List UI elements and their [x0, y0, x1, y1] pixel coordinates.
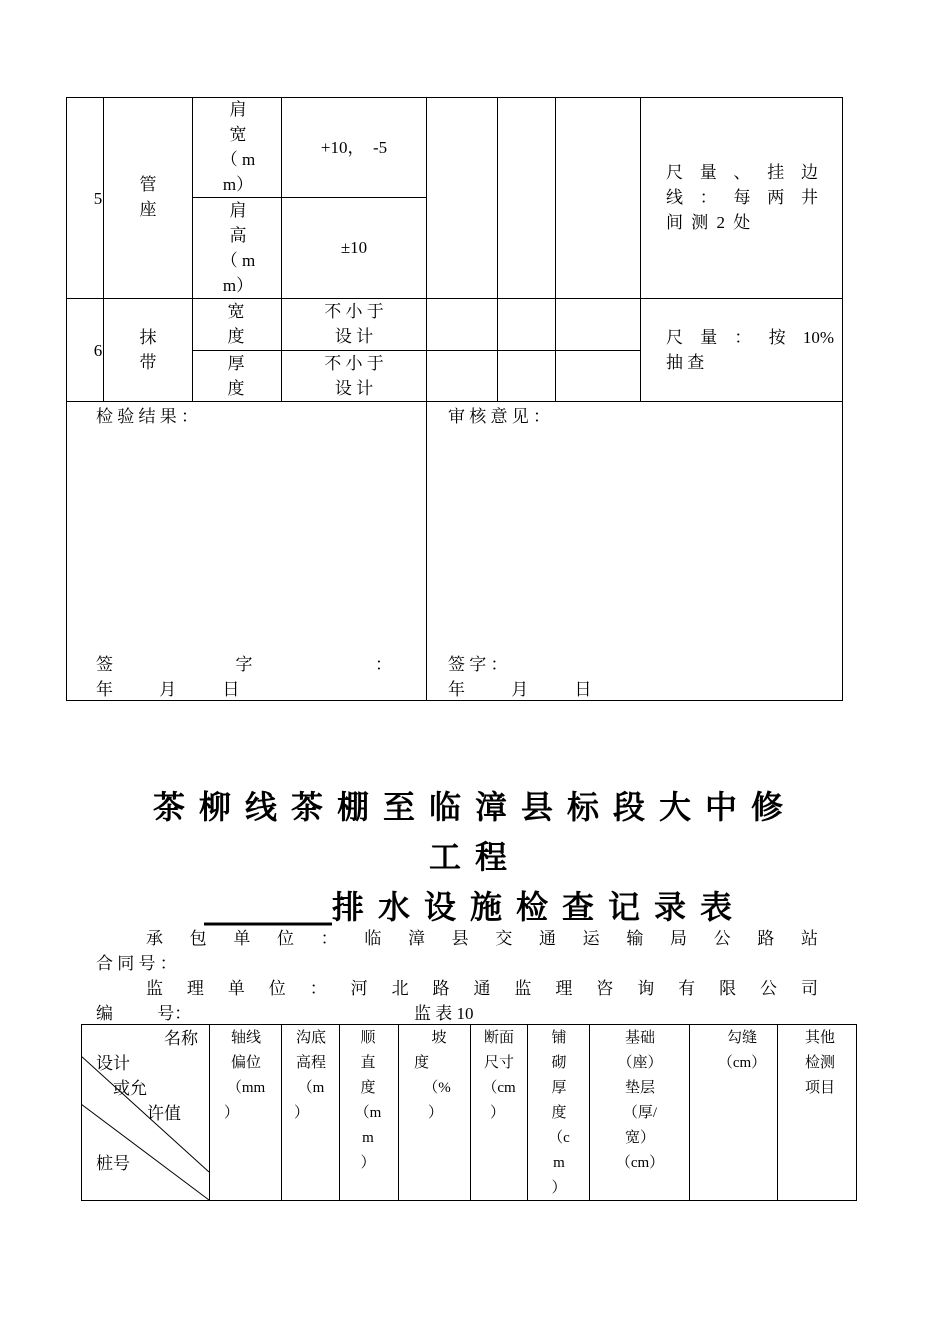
- header-line: 坡: [431, 1030, 447, 1046]
- row5-number: 5: [93, 189, 103, 208]
- header-line: （cm: [482, 1080, 516, 1096]
- label-line: 高: [229, 226, 247, 245]
- label-line: 度: [227, 327, 245, 346]
- label-line: （ m: [220, 150, 256, 169]
- value-line: 设 计: [334, 327, 374, 346]
- document-title-line1: 茶柳线茶棚至临漳县标段大中修: [152, 788, 797, 826]
- method-line: 尺 量 、 挂 边: [666, 163, 818, 182]
- header-line: 尺寸: [483, 1055, 514, 1071]
- header-slope: [404, 1026, 464, 1126]
- header-line: （cm）: [615, 1155, 665, 1171]
- header-line: 项目: [804, 1080, 835, 1096]
- title-text: 排水设施检查记录表: [331, 888, 746, 926]
- header-line: 断面: [483, 1030, 514, 1046]
- header-paving-thickness: [534, 1026, 584, 1201]
- header-line: 检测: [804, 1055, 835, 1071]
- corner-value: 许值: [147, 1104, 181, 1123]
- header-line: 其他: [804, 1030, 835, 1046]
- header-line: 度: [551, 1105, 567, 1121]
- header-straightness: [342, 1026, 394, 1176]
- row5-sub2-label: [212, 198, 264, 298]
- contract-number-label: 合 同 号 ：: [96, 954, 177, 973]
- title-blank: ________: [203, 888, 332, 926]
- row6-item: [130, 325, 166, 375]
- item-line: 抹: [139, 328, 157, 347]
- header-line: 铺: [551, 1030, 567, 1046]
- header-line: 高程: [295, 1055, 326, 1071]
- label-line: 肩: [229, 100, 247, 119]
- label-line: m）: [222, 276, 254, 295]
- document-title-line3: [0, 882, 950, 928]
- row6-number: 6: [93, 341, 103, 360]
- header-line: ）: [428, 1105, 444, 1121]
- label-line: 肩: [229, 201, 247, 220]
- header-line: 顺: [360, 1030, 376, 1046]
- row6-sub1-value: [282, 299, 426, 349]
- row6-sub2-label: [212, 351, 260, 401]
- row5-sub1-label: [212, 97, 264, 197]
- header-line: （c: [548, 1130, 570, 1146]
- header-line: m: [362, 1130, 374, 1146]
- header-line: ）: [551, 1180, 567, 1196]
- header-line: 偏位: [230, 1055, 261, 1071]
- header-line: （mm: [226, 1080, 266, 1096]
- row6-sub2-value: [282, 351, 426, 401]
- result-label: 检 验 结 果 ：: [96, 407, 198, 426]
- header-foundation: [598, 1026, 682, 1176]
- document-title-line2: 工程: [428, 838, 521, 876]
- method-line: 抽 查: [666, 353, 705, 372]
- sign-right: 签 字 ：: [448, 655, 508, 674]
- header-line: ）: [294, 1105, 310, 1121]
- number-label: 编 号：: [96, 1004, 192, 1023]
- method-line: 间 测 2 处: [666, 213, 751, 232]
- review-label: 审 核 意 见 ：: [448, 407, 550, 426]
- label-line: 宽: [229, 125, 247, 144]
- header-section-size: [474, 1026, 524, 1126]
- row5-method: [666, 160, 818, 235]
- header-line: ）: [360, 1155, 376, 1171]
- header-line: 度: [414, 1055, 430, 1071]
- sign-left: 签 字 ：: [96, 655, 392, 674]
- header-line: （m: [354, 1105, 382, 1121]
- header-line: 宽）: [624, 1130, 655, 1146]
- value-line: 不 小 于: [324, 354, 384, 373]
- row5-item: [130, 172, 166, 222]
- header-line: 沟底: [295, 1030, 326, 1046]
- header-line: 直: [360, 1055, 376, 1071]
- form-code: 监 表 10: [414, 1004, 474, 1023]
- label-line: 宽: [227, 302, 245, 321]
- corner-pile: 桩号: [96, 1154, 130, 1173]
- method-line: 尺 量 ： 按 10%: [666, 328, 834, 347]
- header-pointing: [700, 1026, 784, 1076]
- header-line: 基础: [624, 1030, 655, 1046]
- date-right: 年 月 日: [448, 680, 592, 699]
- header-line: ）: [224, 1105, 240, 1121]
- header-line: （cm）: [717, 1055, 767, 1071]
- header-line: （座）: [617, 1055, 663, 1071]
- header-line: ）: [490, 1105, 506, 1121]
- method-line: 线 ： 每 两 井: [666, 188, 818, 207]
- row5-sub2-value: ±10: [340, 238, 368, 257]
- row5-item-text: 管座: [139, 175, 157, 219]
- value-line: 设 计: [334, 379, 374, 398]
- row6-method: [666, 325, 834, 375]
- contractor-line: 承 包 单 位 ： 临 漳 县 交 通 运 输 局 公 路 站: [146, 929, 818, 948]
- value-line: 不 小 于: [324, 302, 384, 321]
- header-line: m: [553, 1155, 565, 1171]
- header-axis-offset: [220, 1026, 272, 1126]
- row5-sub1-value: +10， -5: [320, 138, 388, 157]
- row6-sub1-label: [212, 299, 260, 349]
- header-line: 厚: [551, 1080, 567, 1096]
- corner-allow: 或允: [113, 1079, 147, 1098]
- supervisor-line: 监 理 单 位 ： 河 北 路 通 监 理 咨 询 有 限 公 司: [146, 979, 818, 998]
- corner-design: 设计: [96, 1054, 130, 1073]
- header-line: （m: [297, 1080, 325, 1096]
- label-line: （ m: [220, 251, 256, 270]
- date-left: 年 月 日: [96, 680, 240, 699]
- header-line: （厚/: [622, 1105, 658, 1121]
- label-line: 厚: [227, 354, 245, 373]
- header-line: （%: [423, 1080, 451, 1096]
- header-line: 勾缝: [726, 1030, 757, 1046]
- header-line: 轴线: [230, 1030, 261, 1046]
- header-line: 砌: [551, 1055, 567, 1071]
- corner-name: 名称: [164, 1029, 198, 1048]
- item-line: 带: [139, 353, 157, 372]
- header-line: 度: [360, 1080, 376, 1096]
- header-other-items: [790, 1026, 850, 1101]
- label-line: 度: [227, 379, 245, 398]
- header-ditch-elevation: [286, 1026, 336, 1126]
- header-line: 垫层: [624, 1080, 655, 1096]
- label-line: m）: [222, 175, 254, 194]
